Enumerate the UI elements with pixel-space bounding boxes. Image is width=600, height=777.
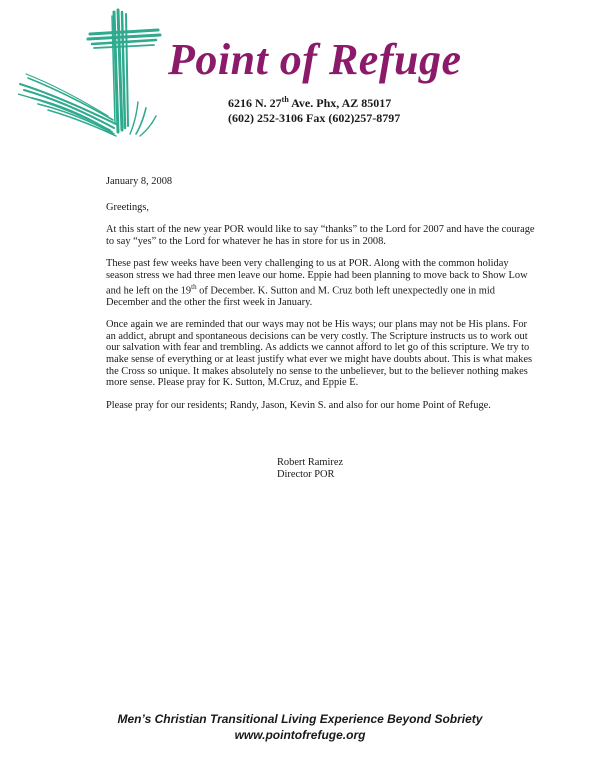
paragraph-3: Once again we are reminded that our ways may not be His ways; our plans may not be His plans. For an addict, abrupt and spontaneous decisions can be very costly. The Scripture instructs us to work out our salvation with fear and trembling. As addicts we cannot afford to let go of this scripture. We try to make sense of everything or at least justify what ever we might have doubts about. This is what makes the Cross so unique. It makes absolutely no sense to the unbeliever, but to the believer nothing makes more sense. Please pray for K. Sutton, M.Cruz, and Eppie E.: [106, 319, 533, 389]
footer-website: www.pointofrefuge.org: [234, 728, 366, 742]
phone-fax: (602) 252-3106 Fax (602)257-8797: [228, 111, 401, 125]
paragraph-2: These past few weeks have been very challenging to us at POR. Along with the common holiday season stress we had three men leave our home. Eppie had been planning to move back to Show Low and he left on the 19th of December. K. Sutton and M. Cruz both left unexpectedly one in mid December and the other the first week in January.: [106, 258, 528, 308]
org-name: Point of Refuge: [168, 35, 462, 84]
footer: [0, 711, 600, 743]
signature-block: [277, 457, 343, 481]
signer-name: Robert Ramirez: [277, 457, 344, 468]
footer-tagline: Men’s Christian Transitional Living Experience Beyond Sobriety: [117, 712, 483, 726]
letter-date: January 8, 2008: [106, 176, 173, 187]
paragraph-1: At this start of the new year POR would like to say “thanks” to the Lord for 2007 and have the courage to say “yes” to the Lord for whatever he has in store for us in 2008.: [106, 224, 535, 247]
greeting: Greetings,: [106, 201, 149, 213]
letter-body: [106, 176, 536, 422]
street-address: 6216 N. 27th Ave. Phx, AZ 85017: [228, 95, 392, 110]
cross-logo-icon: [18, 4, 168, 139]
paragraph-4: Please pray for our residents; Randy, Jason, Kevin S. and also for our home Point of Refuge.: [106, 399, 491, 411]
address-block: [228, 92, 400, 126]
signer-title: Director POR: [277, 469, 335, 480]
